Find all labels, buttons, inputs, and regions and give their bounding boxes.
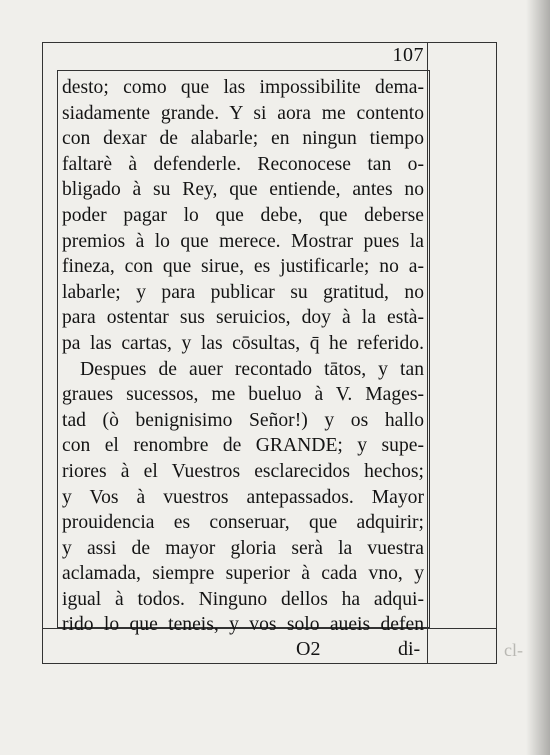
text-line-paragraph-start: Despues de auer recontado tātos, y tan [80,358,424,380]
text-line: graues sucessos, me bueluo à V. Mages- [62,384,424,406]
text-line: premios à lo que merece. Mostrar pues la [62,230,424,252]
text-line: desto; como que las impossibilite dema- [62,77,424,98]
body-text [62,75,424,638]
text-line: igual à todos. Ninguno dellos ha adqui- [62,588,424,610]
side-frame-rule [427,42,428,664]
text-line: labarle; y para publicar su gratitud, no [62,281,424,303]
text-line: y Vos à vuestros antepassados. Mayor [62,486,424,508]
text-line: riores à el Vuestros esclarecidos hechos; [62,460,424,482]
text-line: pa las cartas, y las cōsultas, q̄ he referido. [62,332,424,354]
text-line: bligado à su Rey, que entiende, antes no [62,179,424,201]
page-number: 107 [392,44,424,66]
text-line: rido lo que teneis, y vos solo aueis defen [62,614,424,636]
text-line: siadamente grande. Y si aora me contento [62,102,424,124]
signature-mark: O2 [296,638,321,660]
bleed-through-text: cl- [504,640,523,660]
text-line: faltarè à defenderle. Reconocese tan o- [62,153,424,175]
text-line: para ostentar sus seruicios, doy à la està- [62,307,424,329]
text-line: con el renombre de GRANDE; y supe- [62,435,424,457]
text-line: tad (ò benignisimo Señor!) y os hallo [62,409,424,431]
text-line: prouidencia es conseruar, que adquirir; [62,512,424,534]
text-line: aclamada, siempre superior à cada vno, y [62,563,424,585]
text-line: poder pagar lo que debe, que deberse [62,204,424,226]
text-line: con dexar de alabarle; en ningun tiempo [62,128,424,150]
text-line: y assi de mayor gloria serà la vuestra [62,537,424,559]
catchword: di- [398,638,421,660]
text-line: fineza, con que sirue, es justificarle; no a- [62,256,424,278]
page-shadow-edge [526,0,550,755]
